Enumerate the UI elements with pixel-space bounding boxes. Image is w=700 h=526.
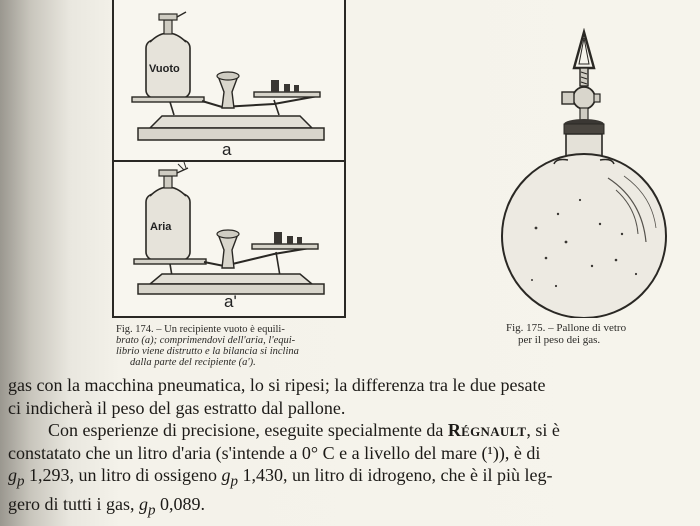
unit-sub-1: p <box>17 473 25 490</box>
body-line-5 <box>8 464 698 493</box>
unit-sub-3: p <box>147 502 156 519</box>
figure-174-caption <box>116 324 356 368</box>
body-text <box>8 374 698 522</box>
unit-g-2: g <box>221 465 231 485</box>
body-line-3 <box>8 419 698 442</box>
caption-175-line-1: Fig. 175. – Pallone di vetro <box>506 322 627 334</box>
unit-g-1: g <box>8 465 17 485</box>
bottle-label-air: Aria <box>150 221 172 233</box>
body-line-6-part-a: gero di tutti i gas, <box>8 494 139 515</box>
bottle-label-vacuum: Vuoto <box>149 63 180 75</box>
caption-175-line-2: per il peso dei gas. <box>518 334 601 346</box>
panel-letter-a: a <box>222 140 232 159</box>
body-line-2: ci indicherà il peso del gas estratto dal pallone. <box>8 397 346 418</box>
body-line-6 <box>8 493 698 522</box>
caption-174-line-2: brato (a); comprimendovi dell'aria, l'equi- <box>116 335 296 346</box>
body-line-1: gas con la macchina pneumatica, lo si ripesi; la differenza tra le due pesate <box>8 375 546 395</box>
body-line-5-part-d: 1,430, un litro di idrogeno, che è il più leg- <box>238 465 553 485</box>
body-line-5-part-b: 1,293, un litro di ossigeno <box>24 465 222 485</box>
balance-vacuum-illustration <box>114 0 344 160</box>
body-line-6-part-c: 0,089. <box>155 494 205 515</box>
body-line-3-end: , si è <box>526 420 560 440</box>
figure-174 <box>112 0 346 318</box>
caption-174-line-4: dalla parte del recipiente (a'). <box>130 357 256 368</box>
figure-175-caption <box>506 322 700 346</box>
body-line-3-text: Con esperienze di precisione, eseguite specialmente da <box>48 420 448 440</box>
unit-g-3: g <box>138 494 148 515</box>
caption-174-line-3: librio viene distrutto e la bilancia si inclina <box>116 346 299 357</box>
author-name: Régnault <box>447 420 527 440</box>
caption-174-line-1: Fig. 174. – Un recipiente vuoto è equili- <box>116 324 285 335</box>
panel-letter-a-prime: a' <box>224 292 237 311</box>
unit-sub-2: p <box>230 473 238 490</box>
body-line-4: constatato che un litro d'aria (s'intende a 0° C e a livello del mare (¹)), è di <box>8 442 541 463</box>
glass-flask-illustration <box>496 28 672 318</box>
